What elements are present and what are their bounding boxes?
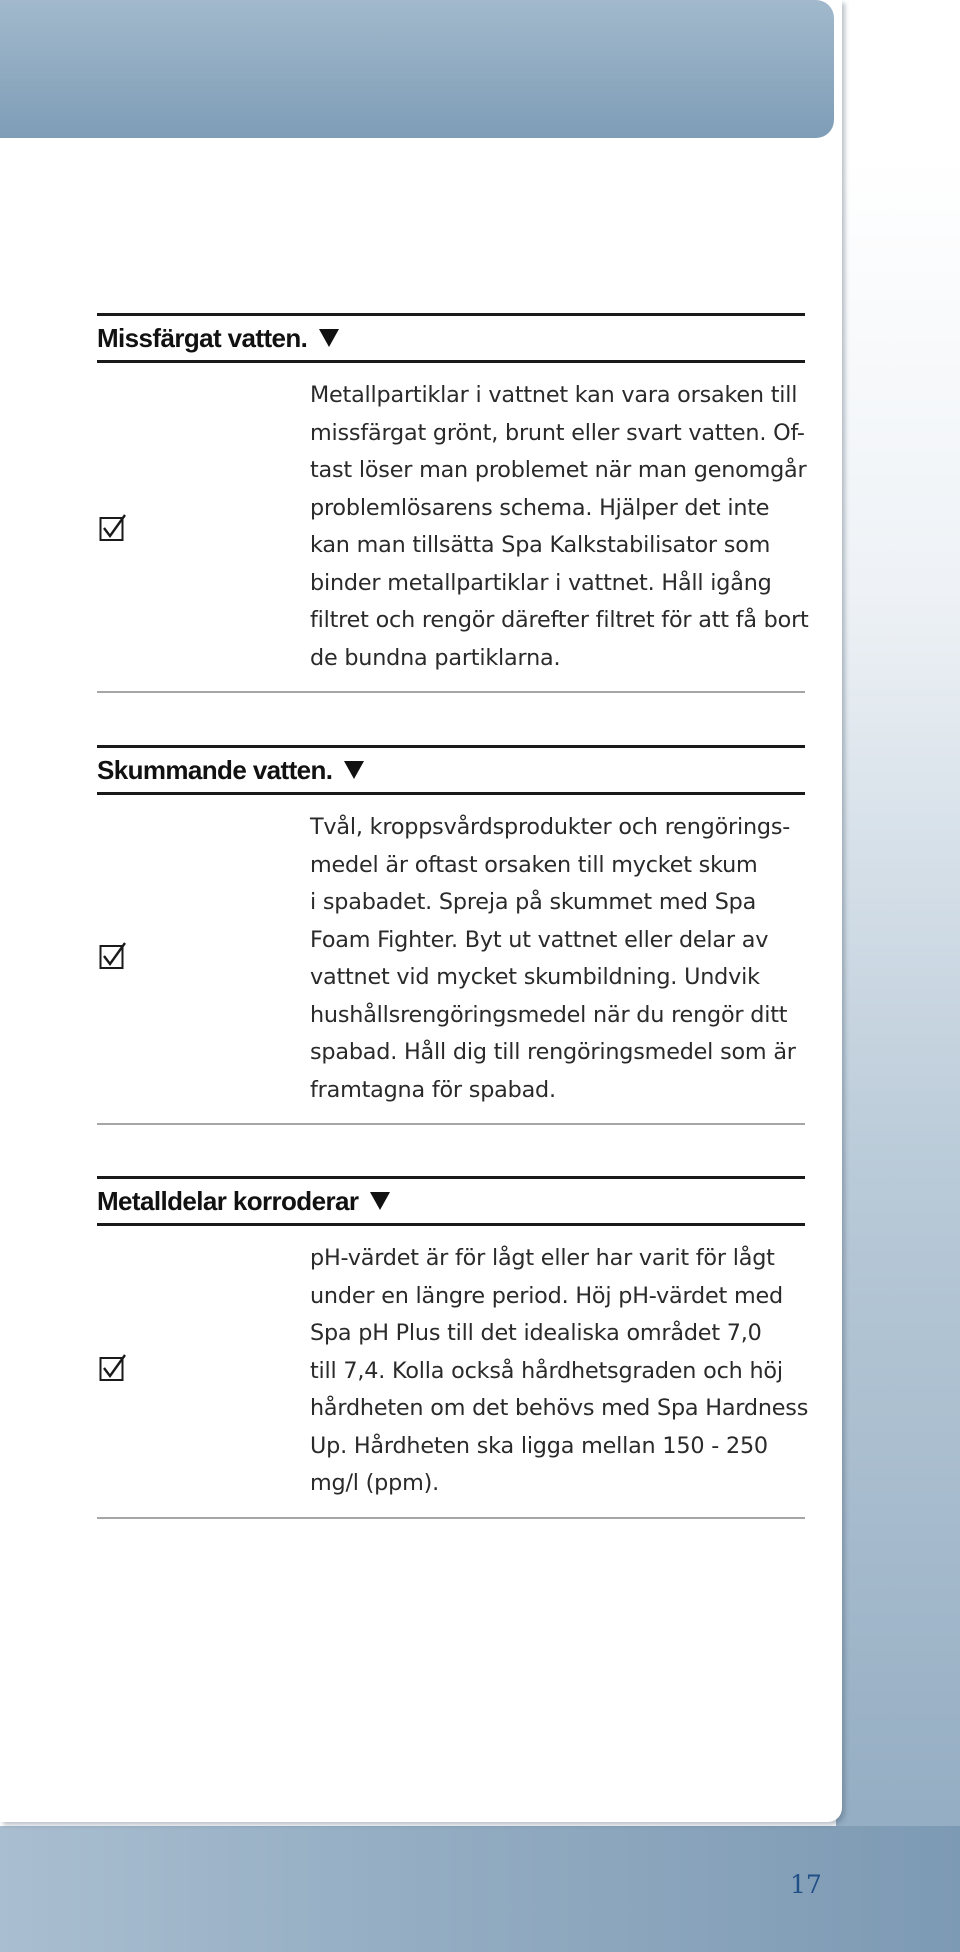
section-metalldelar-korroderar xyxy=(97,1176,809,1519)
section-missfargat-vatten xyxy=(97,313,809,693)
body-line: tast löser man problemet när man genomgår xyxy=(310,457,807,483)
page-number: 17 xyxy=(790,1870,822,1899)
section-body xyxy=(97,1226,809,1517)
body-line: binder metallpartiklar i vattnet. Håll igång xyxy=(310,569,772,596)
section-body xyxy=(97,363,809,691)
body-line: problemlösarens schema. Hjälper det inte xyxy=(310,494,770,521)
section-title: Skummande vatten. xyxy=(97,754,333,785)
section-body-text xyxy=(310,1226,809,1517)
body-line: medel är oftast orsaken till mycket skum xyxy=(310,851,758,878)
body-line: vattnet vid mycket skumbildning. Undvik xyxy=(310,964,760,990)
section-rule-bottom xyxy=(97,691,805,693)
body-line: mg/l (ppm). xyxy=(310,1470,439,1496)
triangle-down-icon xyxy=(319,329,339,347)
section-heading xyxy=(97,316,805,360)
body-line: pH-värdet är för lågt eller har varit för lågt xyxy=(310,1245,775,1271)
body-line: Spa pH Plus till det idealiska området 7,0 xyxy=(310,1320,762,1346)
body-line: spabad. Håll dig till rengöringsmedel som är xyxy=(310,1039,796,1065)
body-line: Up. Hårdheten ska ligga mellan 150 - 250 xyxy=(310,1432,768,1459)
triangle-down-icon xyxy=(344,761,364,779)
body-line: i spabadet. Spreja på skummet med Spa xyxy=(310,889,757,915)
body-line: Metallpartiklar i vattnet kan vara orsaken till xyxy=(310,382,798,408)
checkbox-checked-icon xyxy=(99,514,127,542)
section-body-text xyxy=(310,363,809,691)
section-skummande-vatten xyxy=(97,745,805,1125)
section-title: Missfärgat vatten. xyxy=(97,322,308,353)
body-line: Tvål, kroppsvårdsprodukter och rengörings- xyxy=(310,814,791,840)
section-rule-bottom xyxy=(97,1517,805,1519)
section-body xyxy=(97,795,805,1123)
checkbox-checked-icon xyxy=(99,942,127,970)
section-rule-bottom xyxy=(97,1123,805,1125)
body-line: framtagna för spabad. xyxy=(310,1076,556,1103)
body-line: de bundna partiklarna. xyxy=(310,644,561,671)
header-band xyxy=(0,0,834,138)
checkbox-checked-icon xyxy=(99,1354,127,1382)
background-gradient-right xyxy=(836,0,960,1952)
body-line: kan man tillsätta Spa Kalkstabilisator som xyxy=(310,532,771,558)
body-line: under en längre period. Höj pH-värdet med xyxy=(310,1282,783,1309)
body-line: filtret och rengör därefter filtret för att få bort xyxy=(310,607,809,633)
section-title: Metalldelar korroderar xyxy=(97,1185,359,1216)
section-heading xyxy=(97,748,805,792)
body-line: missfärgat grönt, brunt eller svart vatten. Of- xyxy=(310,419,805,446)
section-heading xyxy=(97,1179,805,1223)
body-line: till 7,4. Kolla också hårdhetsgraden och höj xyxy=(310,1357,783,1384)
section-body-text xyxy=(310,795,805,1123)
body-line: hushållsrengöringsmedel när du rengör ditt xyxy=(310,1001,788,1028)
body-line: hårdheten om det behövs med Spa Hardness xyxy=(310,1395,809,1421)
body-line: Foam Fighter. Byt ut vattnet eller delar av xyxy=(310,926,769,953)
triangle-down-icon xyxy=(370,1192,390,1210)
